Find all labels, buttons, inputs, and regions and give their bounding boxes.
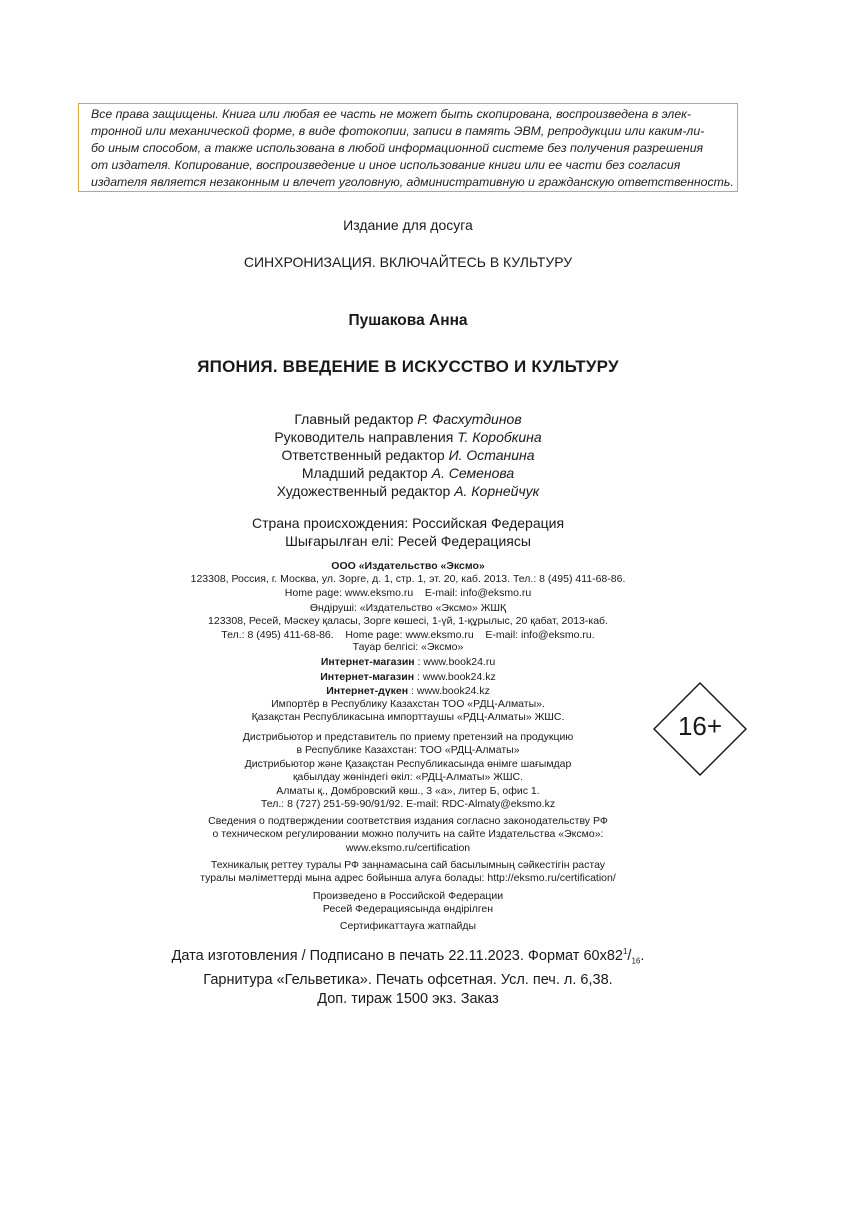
editor-name: И. Останина (448, 447, 535, 463)
producer-contacts: Тел.: 8 (495) 411-68-86. Home page: www.eksmo.ru E-mail: info@eksmo.ru. (221, 628, 595, 641)
shop-url: : www.book24.ru (414, 656, 496, 668)
print-info (0, 942, 816, 1009)
distributor-line: Дистрибьютор және Қазақстан Республикасында өнімге шағымдар (244, 757, 572, 770)
copyright-notice (78, 103, 738, 192)
kz-address (0, 785, 816, 812)
print-line-2: Гарнитура «Гельветика». Печать офсетная. Усл. печ. л. 6,38. (203, 971, 613, 988)
series-name: СИНХРОНИЗАЦИЯ. ВКЛЮЧАЙТЕСЬ В КУЛЬТУРУ (243, 254, 573, 270)
distributor-line: Дистрибьютор и представитель по приему претензий на продукцию (242, 731, 574, 743)
shop-label: Интернет-магазин (320, 671, 415, 684)
author-name: Пушакова Анна (348, 312, 468, 329)
publisher-ru (0, 560, 816, 600)
publisher-address: 123308, Россия, г. Москва, ул. Зорге, д. 1, стр. 1, эт. 20, каб. 2013. Тел.: 8 (495) 411-68-86. (190, 573, 626, 586)
publisher-web: Home page: www.eksmo.ru E-mail: info@eksmo.ru (284, 586, 532, 599)
format-denominator: 16 (631, 956, 641, 966)
edition-type: Издание для досуга (343, 217, 473, 233)
shop-url: : www.book24.kz (414, 671, 496, 684)
format-end: . (640, 947, 645, 964)
copyright-line: тронной или механической форме, в виде фотокопии, записи в память ЭВМ, репродукции или каким-ли- (91, 124, 705, 138)
age-rating: 16+ (677, 711, 723, 741)
editor-row (0, 410, 816, 428)
editor-name: Р. Фасхутдинов (417, 411, 522, 427)
print-line-3: Доп. тираж 1500 экз. Заказ (317, 990, 499, 1007)
country-kz: Шығарылған елі: Ресей Федерациясы (285, 533, 531, 549)
copyright-line: Все права защищены. Книга или любая ее часть не может быть скопирована, воспроизведена в элек- (91, 107, 692, 121)
country-of-origin (0, 514, 816, 550)
address-line: Тел.: 8 (727) 251-59-90/91/92. E-mail: RDC-Almaty@eksmo.kz (260, 798, 556, 811)
book-title: ЯПОНИЯ. ВВЕДЕНИЕ В ИСКУССТВО И КУЛЬТУРУ (197, 357, 619, 376)
certification-info (0, 815, 816, 855)
distributor-line: в Республике Казахстан: ТОО «РДЦ-Алматы» (296, 744, 520, 757)
produced-line: Произведено в Российской Федерации (312, 890, 504, 902)
certification-info-kz (0, 859, 816, 886)
certification-line: о техническом регулировании можно получить на сайте Издательства «Эксмо»: (212, 828, 604, 841)
print-format: Дата изготовления / Подписано в печать 22.11.2023. Формат 60x82 (171, 947, 623, 964)
copyright-line: издателя является незаконным и влечет уголовную, административную и гражданскую ответственность. (91, 175, 734, 189)
trademark: Тауар белгісі: «Эксмо» (352, 641, 464, 653)
importer-line: Қазақстан Республикасына импорттаушы «РДЦ-Алматы» ЖШС. (251, 711, 565, 724)
shop-row (0, 656, 816, 669)
editors-list (0, 410, 816, 500)
shop-label: Интернет-дүкен (326, 684, 409, 697)
certification-line: www.eksmo.ru/certification (345, 841, 471, 854)
producer-address: 123308, Ресей, Мәскеу қаласы, Зорге көшесі, 1-үй, 1-құрылыс, 20 қабат, 2013-каб. (208, 615, 608, 628)
producer-name: Өндіруші: «Издательство «Эксмо» ЖШҚ (309, 602, 507, 614)
shop-url: : www.book24.kz (408, 684, 490, 697)
format-slash: / (627, 947, 632, 964)
publisher-name: ООО «Издательство «Эксмо» (331, 560, 485, 572)
produced-in (0, 890, 816, 917)
editor-name: Т. Коробкина (457, 429, 542, 445)
format-numerator: 1 (622, 947, 628, 956)
editor-role: Художественный редактор (276, 483, 451, 499)
distributor-line: қабылдау жөніндегі өкіл: «РДЦ-Алматы» ЖШС. (292, 770, 524, 783)
shop-label: Интернет-магазин (320, 656, 415, 668)
publisher-kz (0, 602, 816, 642)
country-ru: Страна происхождения: Российская Федерация (251, 515, 565, 531)
certification-line: Сведения о подтверждении соответствия издания согласно законодательству РФ (208, 815, 608, 827)
print-line-1 (0, 942, 816, 971)
copyright-line: бо иным способом, а также использована в любой информационной системе без получения разрешения (91, 141, 704, 155)
importer-line: Импортёр в Республику Казахстан ТОО «РДЦ-Алматы». (271, 698, 545, 710)
certification-kz-line: туралы мәліметтерді мына адрес бойынша алуға болады: http://eksmo.ru/certification/ (200, 872, 616, 885)
editor-role: Главный редактор (294, 411, 414, 427)
not-certified: Сертификаттауға жатпайды (339, 920, 477, 932)
certification-kz-line: Техникалық реттеу туралы РФ заңнамасына сай басылымның сәйкестігін растау (210, 859, 606, 871)
editor-role: Младший редактор (301, 465, 428, 481)
address-line: Алматы қ., Домбровский көш., 3 «а», литер Б, офис 1. (276, 785, 540, 797)
editor-row (0, 446, 816, 464)
editor-name: А. Корнейчук (454, 483, 540, 499)
editor-role: Руководитель направления (274, 429, 454, 445)
editor-row (0, 464, 816, 482)
editor-row (0, 482, 816, 500)
editor-row (0, 428, 816, 446)
editor-role: Ответственный редактор (281, 447, 445, 463)
editor-name: А. Семенова (431, 465, 515, 481)
copyright-line: от издателя. Копирование, воспроизведение и иное использование книги или ее части без согласия (91, 158, 681, 172)
produced-line: Ресей Федерациясында өндірілген (322, 903, 494, 916)
